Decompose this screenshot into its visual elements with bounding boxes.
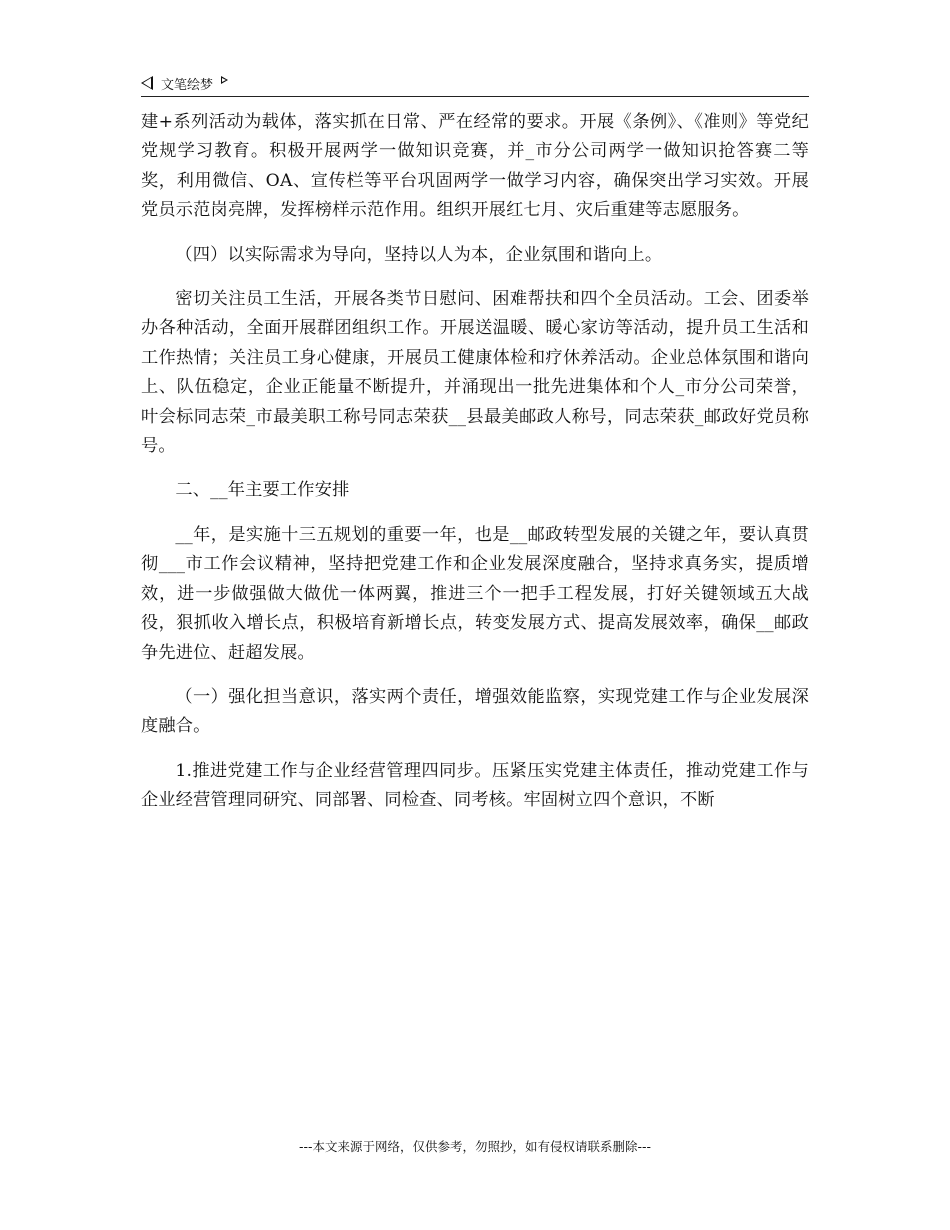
section-heading: （四）以实际需求为导向，坚持以人为本，企业氛围和谐向上。 [175, 244, 663, 265]
paragraph: 密切关注员工生活，开展各类节日慰问、困难帮扶和四个全员活动。工会、团委举办各种活动，全面开展群团组织工作。开展送温暖、暖心家访等活动，提升员工生活和工作热情；关注员工身心健康，开展员工健康体检和疗休养活动。企业总体氛围和谐向上、队伍稳定，企业正能量不断提升，并涌现出一批先进集体和个人_市分公司荣誉，叶会标同志荣_市最美职工称号同志荣获__县最美邮政人称号，同志荣获_邮政好党员称号。 [141, 289, 809, 457]
paragraph: 1.推进党建工作与企业经营管理四同步。压紧压实党建主体责任，推动党建工作与企业经营管理同研究、同部署、同检查、同考核。牢固树立四个意识，不断 [141, 760, 809, 811]
paragraph: __年，是实施十三五规划的重要一年，也是__邮政转型发展的关键之年，要认真贯彻___市工作会议精神，坚持把党建工作和企业发展深度融合，坚持求真务实，提质增效，进一步做强做大做优一体两翼，推进三个一把手工程发展，打好关键领域五大战役，狠抓收入增长点，积极培育新增长点，转变发展方式、提高发展效率，确保__邮政争先进位、赶超发展。 [141, 524, 809, 663]
paragraph: 建+系列活动为载体，落实抓在日常、严在经常的要求。开展《条例》、《准则》等党纪党规学习教育。积极开展两学一做知识竞赛，并_市分公司两学一做知识抢答赛二等奖，利用微信、OA、宣传栏等平台巩固两学一做学习内容，确保突出学习实效。开展党员示范岗亮牌，发挥榜样示范作用。组织开展红七月、灾后重建等志愿服务。 [141, 112, 809, 221]
page-header [141, 70, 809, 97]
header-brand: 文笔绘梦 [161, 77, 214, 93]
triangle-left-icon [141, 76, 153, 90]
triangle-right-icon [221, 76, 228, 84]
document-body [141, 108, 809, 831]
section-heading: （一）强化担当意识，落实两个责任，增强效能监察，实现党建工作与企业发展深度融合。 [141, 686, 809, 737]
section-heading: 二、__年主要工作安排 [175, 480, 350, 501]
footer-notice: ---本文来源于网络，仅供参考，勿照抄，如有侵权请联系删除--- [298, 1139, 652, 1154]
